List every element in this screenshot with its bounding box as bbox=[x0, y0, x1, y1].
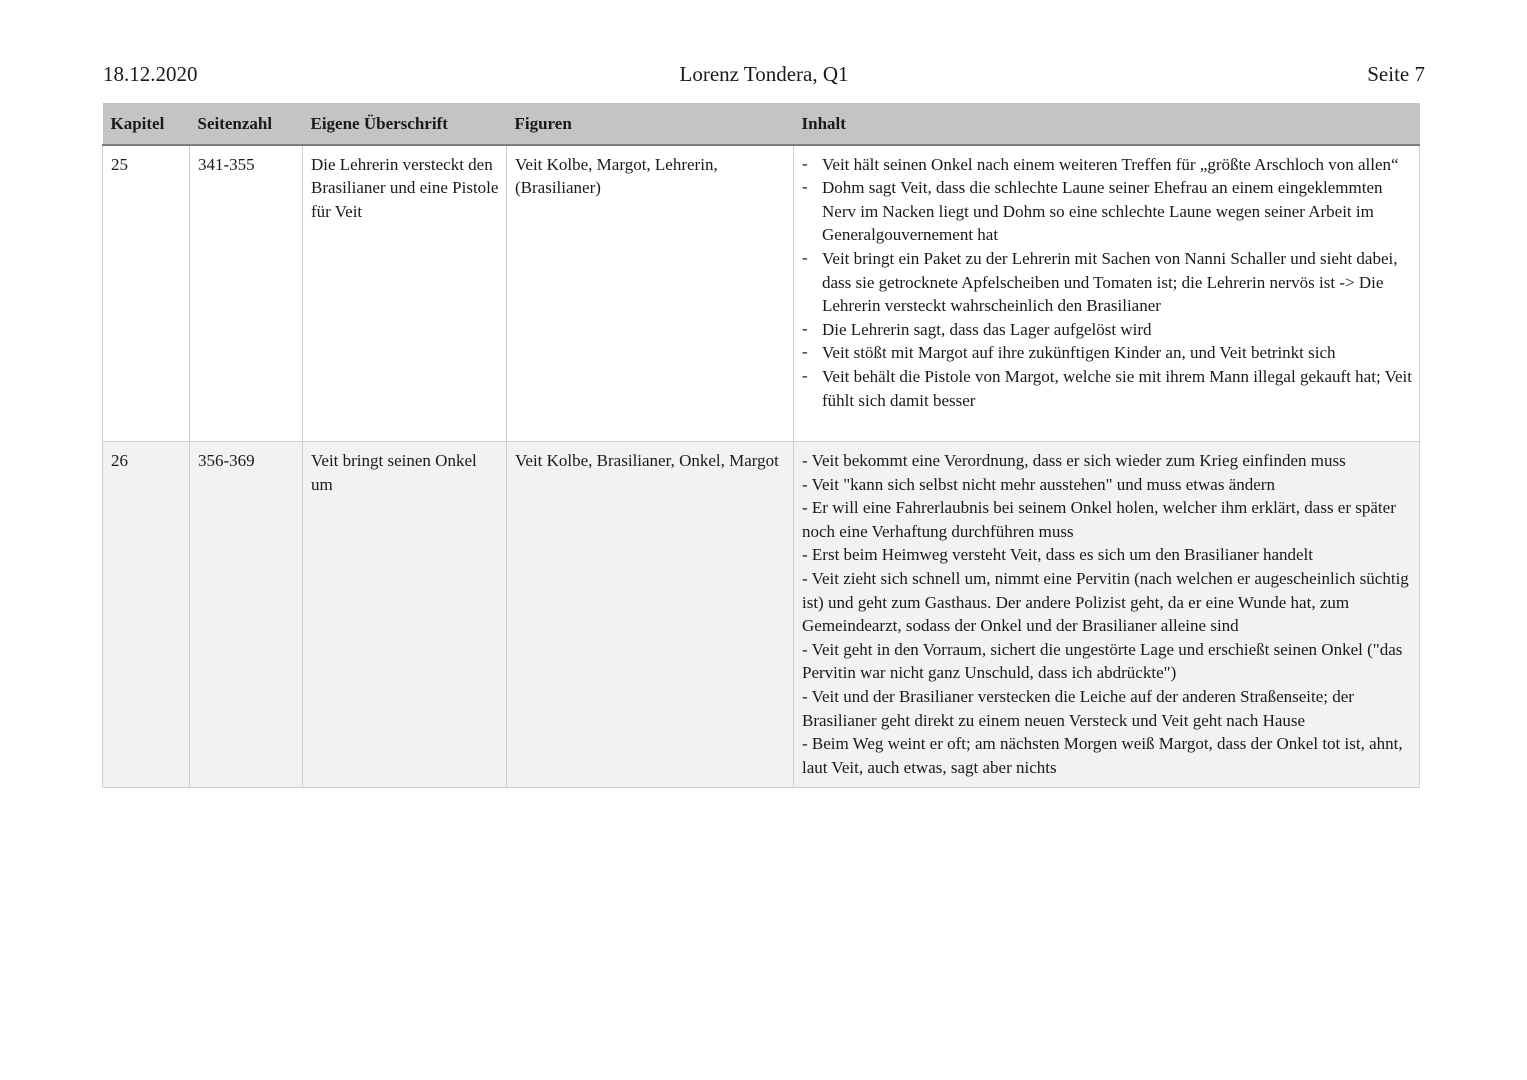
list-item bbox=[802, 153, 1412, 177]
column-header-seitenzahl: Seitenzahl bbox=[190, 103, 303, 145]
content-line: - Veit "kann sich selbst nicht mehr ausstehen" und muss etwas ändern bbox=[802, 474, 1275, 494]
list-item bbox=[802, 341, 1412, 365]
column-header-inhalt: Inhalt bbox=[794, 103, 1420, 145]
list-item-text: Veit stößt mit Margot auf ihre zukünftigen Kinder an, und Veit betrinkt sich bbox=[822, 343, 1336, 363]
content-line: - Beim Weg weint er oft; am nächsten Morgen weiß Margot, dass der Onkel tot ist, ahnt, laut Veit, auch etwas, sagt aber nichts bbox=[802, 734, 1403, 777]
list-item-text: Veit hält seinen Onkel nach einem weiteren Treffen für „größte Arschloch von allen“ bbox=[822, 154, 1399, 174]
content-line: - Veit geht in den Vorraum, sichert die ungestörte Lage und erschießt seinen Onkel ("das Pervitin war nicht ganz Unschuld, dass ich abdrückte") bbox=[802, 639, 1403, 683]
content-line: - Erst beim Heimweg versteht Veit, dass es sich um den Brasilianer handelt bbox=[802, 545, 1313, 565]
content-line: - Er will eine Fahrerlaubnis bei seinem Onkel holen, welcher ihm erklärt, dass er später noch eine Verhaftung durchführen muss bbox=[802, 498, 1396, 541]
list-item-text: Dohm sagt Veit, dass die schlechte Laune seiner Ehefrau an einem eingeklemmten Nerv im Nacken liegt und Dohm so eine schlechte Laune wegen seiner Arbeit im Generalgouvernement hat bbox=[822, 178, 1383, 245]
content-line: - Veit bekommt eine Verordnung, dass er sich wieder zum Krieg einfinden muss bbox=[802, 451, 1346, 471]
column-header-ueberschrift: Eigene Überschrift bbox=[303, 103, 507, 145]
chapter-summary-table bbox=[102, 103, 1420, 788]
list-item-text: Veit behält die Pistole von Margot, welche sie mit ihrem Mann illegal gekauft hat; Veit fühlt sich damit besser bbox=[822, 366, 1412, 410]
cell-figuren: Veit Kolbe, Margot, Lehrerin, (Brasilianer) bbox=[507, 145, 794, 442]
list-item-text: Die Lehrerin sagt, dass das Lager aufgelöst wird bbox=[822, 319, 1152, 339]
page-header bbox=[103, 62, 1425, 94]
list-item bbox=[802, 365, 1412, 412]
cell-seitenzahl: 341-355 bbox=[190, 145, 303, 442]
column-header-kapitel: Kapitel bbox=[103, 103, 190, 145]
dash-bullet-icon: - bbox=[802, 365, 808, 385]
cell-kapitel: 25 bbox=[103, 145, 190, 442]
table-row bbox=[103, 442, 1420, 788]
cell-kapitel: 26 bbox=[103, 442, 190, 788]
cell-inhalt bbox=[794, 145, 1420, 442]
list-item bbox=[802, 318, 1412, 342]
column-header-figuren: Figuren bbox=[507, 103, 794, 145]
header-author: Lorenz Tondera, Q1 bbox=[679, 62, 849, 86]
cell-inhalt bbox=[794, 442, 1420, 788]
content-list bbox=[802, 153, 1412, 413]
header-date: 18.12.2020 bbox=[103, 62, 198, 86]
header-page-number: Seite 7 bbox=[1367, 62, 1425, 86]
table-header-row bbox=[103, 103, 1420, 145]
cell-ueberschrift: Veit bringt seinen Onkel um bbox=[303, 442, 507, 788]
dash-bullet-icon: - bbox=[802, 177, 808, 197]
dash-bullet-icon: - bbox=[802, 342, 808, 362]
cell-figuren: Veit Kolbe, Brasilianer, Onkel, Margot bbox=[507, 442, 794, 788]
list-item bbox=[802, 247, 1412, 318]
dash-bullet-icon: - bbox=[802, 247, 808, 267]
content-line: - Veit und der Brasilianer verstecken die Leiche auf der anderen Straßenseite; der Brasilianer geht direkt zu einem neuen Versteck und Veit geht nach Hause bbox=[802, 687, 1354, 730]
content-lines bbox=[802, 449, 1412, 779]
list-item-text: Veit bringt ein Paket zu der Lehrerin mit Sachen von Nanni Schaller und sieht dabei, dass sie getrocknete Apfelscheiben und Tomaten ist; die Lehrerin nervös ist -> Die Lehrerin versteckt wahrscheinlich den Brasilianer bbox=[822, 248, 1398, 316]
list-item bbox=[802, 176, 1412, 247]
table-row bbox=[103, 145, 1420, 442]
dash-bullet-icon: - bbox=[802, 153, 808, 173]
content-line: - Veit zieht sich schnell um, nimmt eine Pervitin (nach welchen er augescheinlich süchtig ist) und geht zum Gasthaus. Der andere Polizist geht, da er eine Wunde hat, zum Gemeindearzt, sodass der Onkel und der Brasilianer alleine sind bbox=[802, 569, 1409, 636]
dash-bullet-icon: - bbox=[802, 318, 808, 338]
cell-ueberschrift: Die Lehrerin versteckt den Brasilianer und eine Pistole für Veit bbox=[303, 145, 507, 442]
cell-seitenzahl: 356-369 bbox=[190, 442, 303, 788]
